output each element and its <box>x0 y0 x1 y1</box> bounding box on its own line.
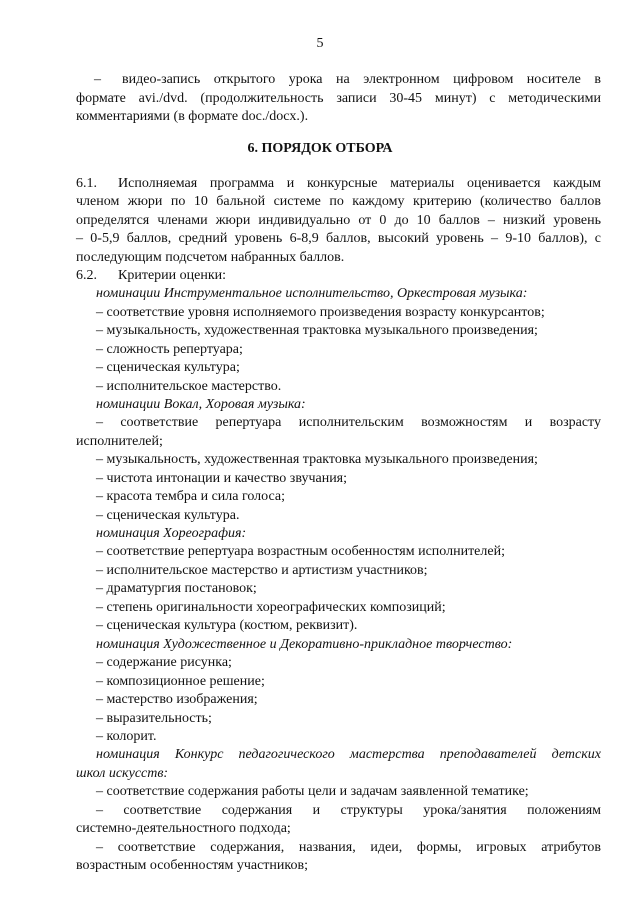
list-item: – музыкальность, художественная трактовка музыкального произведения; <box>96 452 538 467</box>
list-item: – сложность репертуара; <box>96 342 243 357</box>
list-item: – сценическая культура. <box>96 508 240 523</box>
list-item: – исполнительское мастерство и артистизм участников; <box>96 563 428 578</box>
list-item: – соответствие содержания и структуры урока/занятия положениям <box>96 803 601 818</box>
list-item-continuation: возрастным особенностям участников; <box>76 858 309 873</box>
list-item: – красота тембра и сила голоса; <box>96 489 286 504</box>
list-item-continuation: исполнителей; <box>76 434 163 449</box>
nomination-5-title-continuation: школ искусств: <box>76 766 169 781</box>
list-item: – соответствие содержания, названия, идеи, формы, игровых атрибутов <box>96 840 601 855</box>
nomination-2-title: номинации Вокал, Хоровая музыка: <box>96 397 306 412</box>
list-item: – мастерство изображения; <box>96 692 258 707</box>
nomination-3-title: номинация Хореография: <box>96 526 247 541</box>
p61-line-1: Исполняемая программа и конкурсные материалы оценивается каждым <box>118 176 601 191</box>
intro-line-2: формате avi./dvd. (продолжительность записи 30-45 минут) с методическими <box>76 91 601 106</box>
nomination-5-title: номинация Конкурс педагогического мастерства преподавателей детских <box>96 747 601 762</box>
list-item: – сценическая культура (костюм, реквизит). <box>96 618 358 633</box>
list-item: – выразительность; <box>96 711 212 726</box>
p61-number: 6.1. <box>76 176 97 191</box>
p61-line-2: членом жюри по 10 бальной системе по каждому критерию (количество баллов <box>76 194 601 209</box>
p62-text: Критерии оценки: <box>118 268 227 283</box>
page-number: 5 <box>316 36 324 51</box>
intro-dash: – <box>94 72 101 87</box>
p61-line-5: последующим подсчетом набранных баллов. <box>76 250 345 265</box>
list-item: – исполнительское мастерство. <box>96 379 282 394</box>
section-title: 6. ПОРЯДОК ОТБОРА <box>247 141 393 156</box>
list-item: – чистота интонации и качество звучания; <box>96 471 348 486</box>
list-item: – колорит. <box>96 729 157 744</box>
list-item: – музыкальность, художественная трактовка музыкального произведения; <box>96 323 538 338</box>
list-item-continuation: системно-деятельностного подхода; <box>76 821 291 836</box>
p62-number: 6.2. <box>76 268 97 283</box>
list-item: – драматургия постановок; <box>96 581 257 596</box>
nomination-1-title: номинации Инструментальное исполнительство, Оркестровая музыка: <box>96 286 528 301</box>
list-item: – сценическая культура; <box>96 360 240 375</box>
list-item: – степень оригинальности хореографических композиций; <box>96 600 446 615</box>
p61-line-3: определятся членами жюри индивидуально от 0 до 10 баллов – низкий уровень <box>76 213 601 228</box>
intro-line-1: видео-запись открытого урока на электронном цифровом носителе в <box>122 72 601 87</box>
nomination-4-title: номинация Художественное и Декоративно-прикладное творчество: <box>96 637 513 652</box>
list-item: – соответствие репертуара исполнительским возможностям и возрасту <box>96 415 601 430</box>
list-item: – содержание рисунка; <box>96 655 232 670</box>
p61-line-4: – 0-5,9 баллов, средний уровень 6-8,9 баллов, высокий уровень – 9-10 баллов), с <box>76 231 601 246</box>
intro-line-3: комментариями (в формате doc./docx.). <box>76 109 309 124</box>
list-item: – соответствие содержания работы цели и задачам заявленной тематике; <box>96 784 529 799</box>
list-item: – соответствие репертуара возрастным особенностям исполнителей; <box>96 544 505 559</box>
list-item: – соответствие уровня исполняемого произведения возрасту конкурсантов; <box>96 305 545 320</box>
list-item: – композиционное решение; <box>96 674 265 689</box>
